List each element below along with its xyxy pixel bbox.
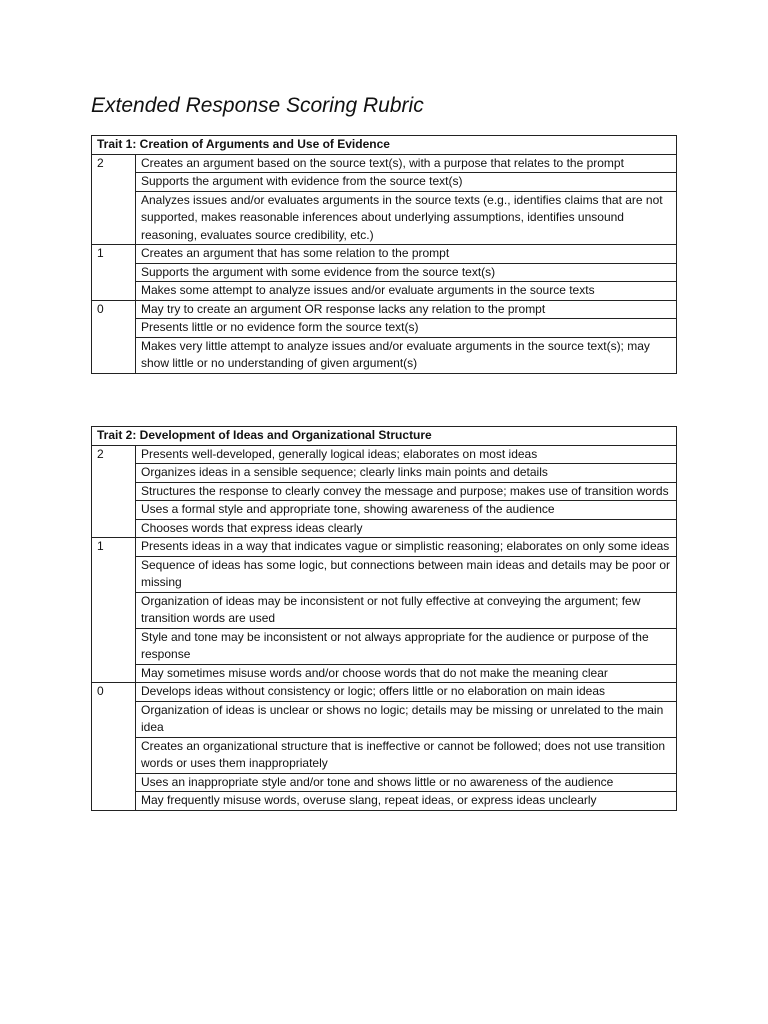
table-row [92,628,677,664]
descriptor-cell: Develops ideas without consistency or logic; offers little or no elaboration on main ideas [136,683,677,702]
descriptor-cell: Makes some attempt to analyze issues and/or evaluate arguments in the source texts [136,282,677,301]
trait-2-table [91,426,677,811]
table-row [92,263,677,282]
descriptor-cell: Organization of ideas may be inconsistent or not fully effective at conveying the argument; few transition words are used [136,592,677,628]
table-row [92,337,677,373]
descriptor-cell: Makes very little attempt to analyze issues and/or evaluate arguments in the source text(s); may show little or no understanding of given argument(s) [136,337,677,373]
table-row [92,701,677,737]
descriptor-cell: Sequence of ideas has some logic, but connections between main ideas and details may be poor or missing [136,556,677,592]
score-cell: 0 [92,683,136,811]
descriptor-cell: Organizes ideas in a sensible sequence; clearly links main points and details [136,464,677,483]
descriptor-cell: Presents well-developed, generally logical ideas; elaborates on most ideas [136,445,677,464]
descriptor-cell: Analyzes issues and/or evaluates arguments in the source texts (e.g., identifies claims that are not supported, makes reasonable inferences about underlying assumptions, identifies unsound reasoning, evaluates source credibility, etc.) [136,191,677,245]
page-title: Extended Response Scoring Rubric [91,94,424,117]
table-row [92,501,677,520]
table-row [92,191,677,245]
table-row [92,482,677,501]
table-row [92,683,677,702]
descriptor-cell: Organization of ideas is unclear or shows no logic; details may be missing or unrelated to the main idea [136,701,677,737]
table-row [92,737,677,773]
table-row [92,300,677,319]
score-cell: 2 [92,445,136,538]
trait-2-heading: Trait 2: Development of Ideas and Organizational Structure [92,427,677,446]
descriptor-cell: Chooses words that express ideas clearly [136,519,677,538]
table-row [92,773,677,792]
descriptor-cell: May sometimes misuse words and/or choose words that do not make the meaning clear [136,664,677,683]
descriptor-cell: May try to create an argument OR response lacks any relation to the prompt [136,300,677,319]
descriptor-cell: Creates an argument that has some relation to the prompt [136,245,677,264]
descriptor-cell: Creates an organizational structure that is ineffective or cannot be followed; does not use transition words or uses them inappropriately [136,737,677,773]
score-cell: 0 [92,300,136,373]
descriptor-cell: Presents ideas in a way that indicates vague or simplistic reasoning; elaborates on only some ideas [136,538,677,557]
score-cell: 1 [92,538,136,683]
table-row [92,319,677,338]
score-cell: 2 [92,154,136,245]
descriptor-cell: Creates an argument based on the source text(s), with a purpose that relates to the prompt [136,154,677,173]
trait-2-header-row [92,427,677,446]
table-row [92,519,677,538]
trait-1-header-row [92,136,677,155]
descriptor-cell: Uses a formal style and appropriate tone, showing awareness of the audience [136,501,677,520]
table-row [92,664,677,683]
descriptor-cell: Presents little or no evidence form the source text(s) [136,319,677,338]
score-cell: 1 [92,245,136,301]
table-row [92,464,677,483]
table-row [92,556,677,592]
table-row [92,792,677,811]
descriptor-cell: Structures the response to clearly convey the message and purpose; makes use of transition words [136,482,677,501]
table-row [92,173,677,192]
descriptor-cell: Supports the argument with some evidence from the source text(s) [136,263,677,282]
descriptor-cell: Uses an inappropriate style and/or tone and shows little or no awareness of the audience [136,773,677,792]
table-row [92,445,677,464]
table-row [92,592,677,628]
descriptor-cell: Style and tone may be inconsistent or not always appropriate for the audience or purpose of the response [136,628,677,664]
trait-1-heading: Trait 1: Creation of Arguments and Use of Evidence [92,136,677,155]
trait-1-table [91,135,677,374]
descriptor-cell: May frequently misuse words, overuse slang, repeat ideas, or express ideas unclearly [136,792,677,811]
table-row [92,245,677,264]
table-row [92,154,677,173]
table-row [92,538,677,557]
descriptor-cell: Supports the argument with evidence from the source text(s) [136,173,677,192]
table-row [92,282,677,301]
